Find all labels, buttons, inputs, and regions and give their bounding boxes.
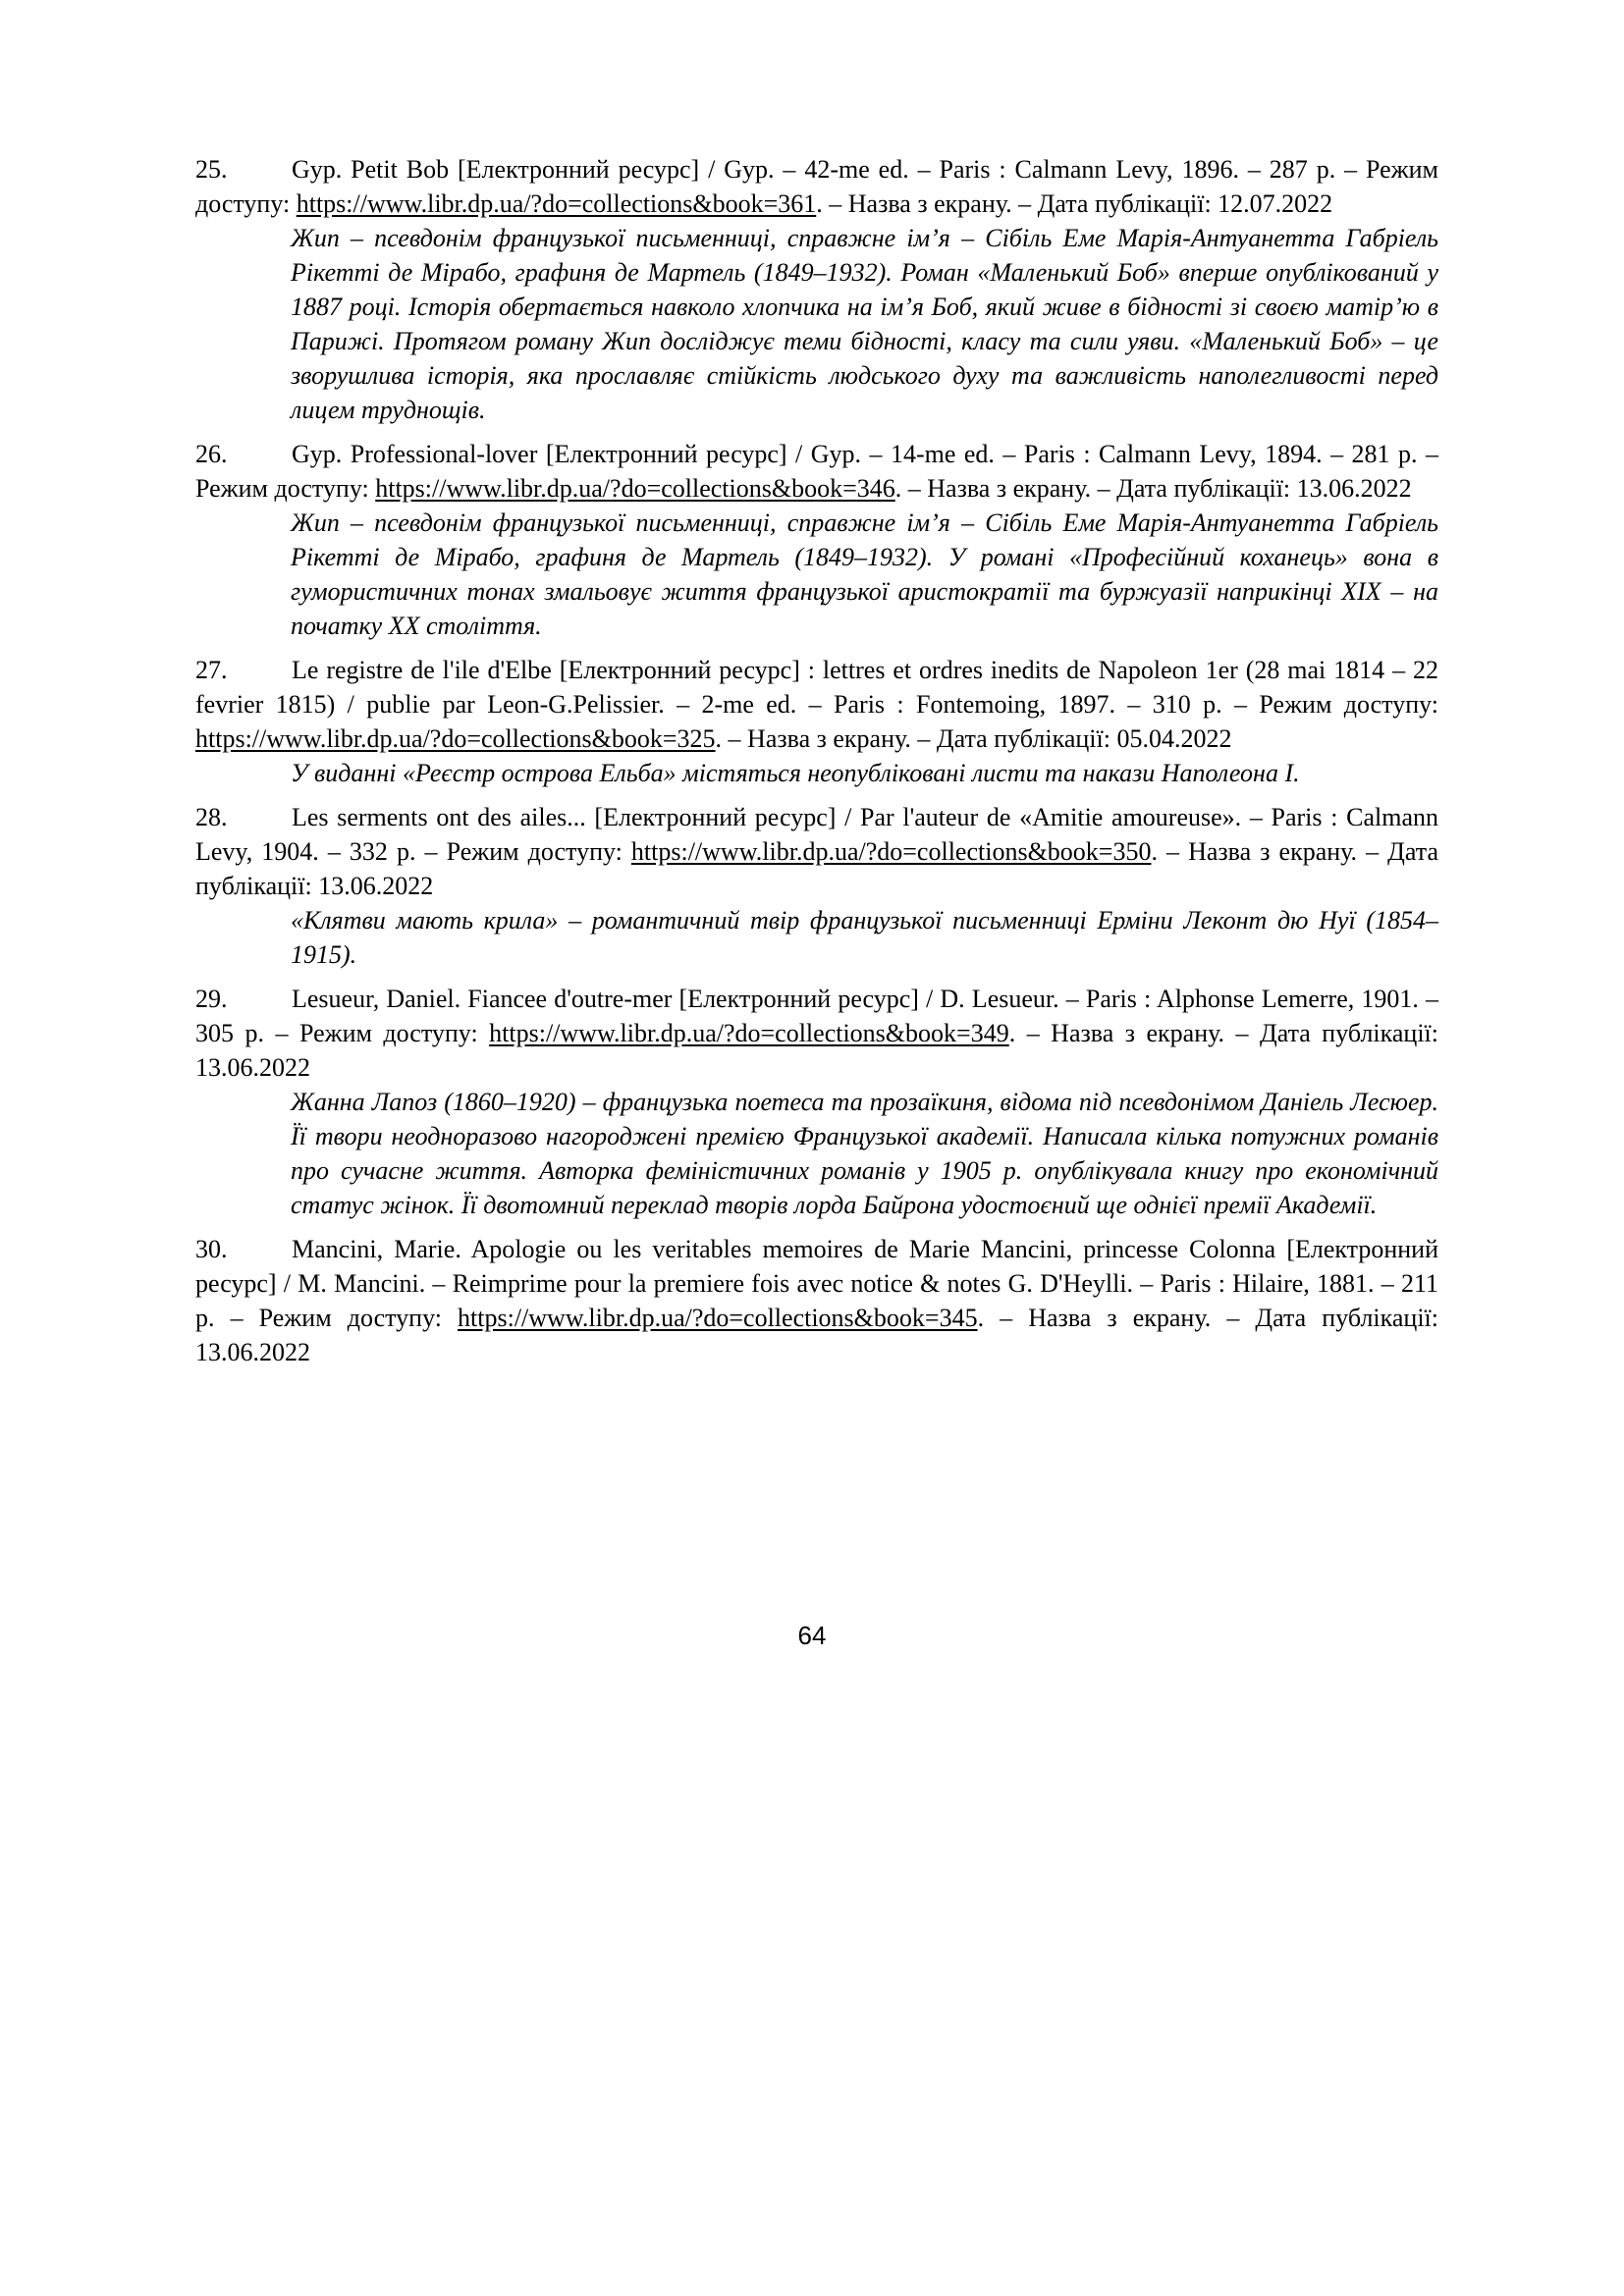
- access-link[interactable]: https://www.libr.dp.ua/?do=collections&book=349: [489, 1019, 1009, 1047]
- entry-number: 27.: [195, 656, 228, 684]
- citation-text: Mancini, Marie. Apologie ou les veritables memoires de Marie Mancini, princesse Colonna [Електронний ресурс] / M. Mancini. – Reimprime pour la premiere fois avec notice & notes G. D'Heylli. – Paris : Hilaire, 1881. – 211 p. – Режим доступу:: [195, 1235, 1438, 1332]
- annotation: «Клятви мають крила» – романтичний твір французької письменниці Ерміни Леконт дю Нуї (1854–1915).: [291, 906, 1438, 969]
- citation-text: Les serments ont des ailes... [Електронний ресурс] / Par l'auteur de «Amitie amoureuse». – Paris : Calmann Levy, 1904. – 332 p. – Режим доступу:: [195, 803, 1438, 866]
- entry-number: 26.: [195, 440, 228, 468]
- citation: [195, 653, 1438, 756]
- citation: [195, 982, 1438, 1085]
- annotation: Жип – псевдонім французької письменниці, справжне ім’я – Сібіль Еме Марія-Антуанетта Габріель Рікетті де Мірабо, графиня де Мартель (1849–1932). У романі «Професійний коханець» вона в гумористичних тонах змальовує життя французької аристократії та буржуазії наприкінці XIX – на початку XX століття.: [291, 508, 1438, 640]
- citation: [195, 1232, 1438, 1369]
- access-link[interactable]: https://www.libr.dp.ua/?do=collections&book=361: [296, 189, 817, 218]
- entry-number: 30.: [195, 1235, 228, 1263]
- entry-number: 28.: [195, 803, 228, 831]
- citation-tail: . – Назва з екрану. – Дата публікації: 13.06.2022: [195, 1304, 1439, 1366]
- entry-number: 29.: [195, 985, 228, 1013]
- bibliography-entry-29: [195, 982, 1438, 1222]
- citation-text: Gyp. Petit Bob [Електронний ресурс] / Gyp. – 42-me ed. – Paris : Calmann Levy, 1896. – 287 p. – Режим доступу:: [195, 155, 1438, 218]
- citation-tail: . – Назва з екрану. – Дата публікації: 05.04.2022: [715, 724, 1232, 753]
- bibliography-entry-26: [195, 437, 1438, 643]
- access-link[interactable]: https://www.libr.dp.ua/?do=collections&book=346: [375, 474, 895, 503]
- citation-tail: . – Назва з екрану. – Дата публікації: 12.07.2022: [816, 189, 1333, 218]
- citation: [195, 152, 1438, 221]
- bibliography-entry-27: [195, 653, 1438, 790]
- citation: [195, 437, 1438, 506]
- access-link[interactable]: https://www.libr.dp.ua/?do=collections&book=350: [630, 837, 1152, 866]
- citation-text: Gyp. Professional-lover [Електронний ресурс] / Gyp. – 14-me ed. – Paris : Calmann Levy, 1894. – 281 p. – Режим доступу:: [195, 440, 1438, 503]
- citation-text: Lesueur, Daniel. Fiancee d'outre-mer [Електронний ресурс] / D. Lesueur. – Paris : Alphonse Lemerre, 1901. – 305 p. – Режим доступу:: [195, 985, 1438, 1047]
- annotation: У виданні «Реєстр острова Ельба» містяться неопубліковані листи та накази Наполеона І.: [291, 759, 1300, 787]
- annotation: Жип – псевдонім французької письменниці, справжне ім’я – Сібіль Еме Марія-Антуанетта Габріель Рікетті де Мірабо, графиня де Мартель (1849–1932). Роман «Маленький Боб» вперше опублікований у 1887 році. Історія обертається навколо хлопчика на ім’я Боб, який живе в бідності зі своєю матір’ю в Парижі. Протягом роману Жип досліджує теми бідності, класу та сили уяви. «Маленький Боб» – це зворушлива історія, яка прославляє стійкість людського духу та важливість наполегливості перед лицем труднощів.: [291, 224, 1438, 424]
- bibliography-page: [195, 152, 1438, 1379]
- entry-number: 25.: [195, 155, 228, 184]
- bibliography-entry-25: [195, 152, 1438, 427]
- bibliography-entry-30: [195, 1232, 1438, 1369]
- annotation: Жанна Лапоз (1860–1920) – французька поетеса та прозаїкиня, відома під псевдонімом Даніель Лесюер. Її твори неодноразово нагороджені премією Французької академії. Написала кілька потужних романів про сучасне життя. Авторка феміністичних романів у 1905 р. опублікувала книгу про економічний статус жінок. Її двотомний переклад творів лорда Байрона удостоєний ще однієї премії Академії.: [291, 1088, 1438, 1219]
- citation-tail: . – Назва з екрану. – Дата публікації: 13.06.2022: [894, 474, 1412, 503]
- citation: [195, 800, 1438, 903]
- citation-tail: . – Назва з екрану. – Дата публікації: 13.06.2022: [195, 837, 1438, 900]
- access-link[interactable]: https://www.libr.dp.ua/?do=collections&book=325: [195, 724, 716, 753]
- citation-tail: . – Назва з екрану. – Дата публікації: 13.06.2022: [195, 1019, 1439, 1082]
- access-link[interactable]: https://www.libr.dp.ua/?do=collections&book=345: [458, 1304, 978, 1332]
- citation-text: Le registre de l'ile d'Elbe [Електронний ресурс] : lettres et ordres inedits de Napoleon 1er (28 mai 1814 – 22 fevrier 1815) / publie par Leon-G.Pelissier. – 2-me ed. – Paris : Fontemoing, 1897. – 310 p. – Режим доступу:: [195, 656, 1438, 719]
- page-number: 64: [797, 1621, 827, 1650]
- bibliography-entry-28: [195, 800, 1438, 972]
